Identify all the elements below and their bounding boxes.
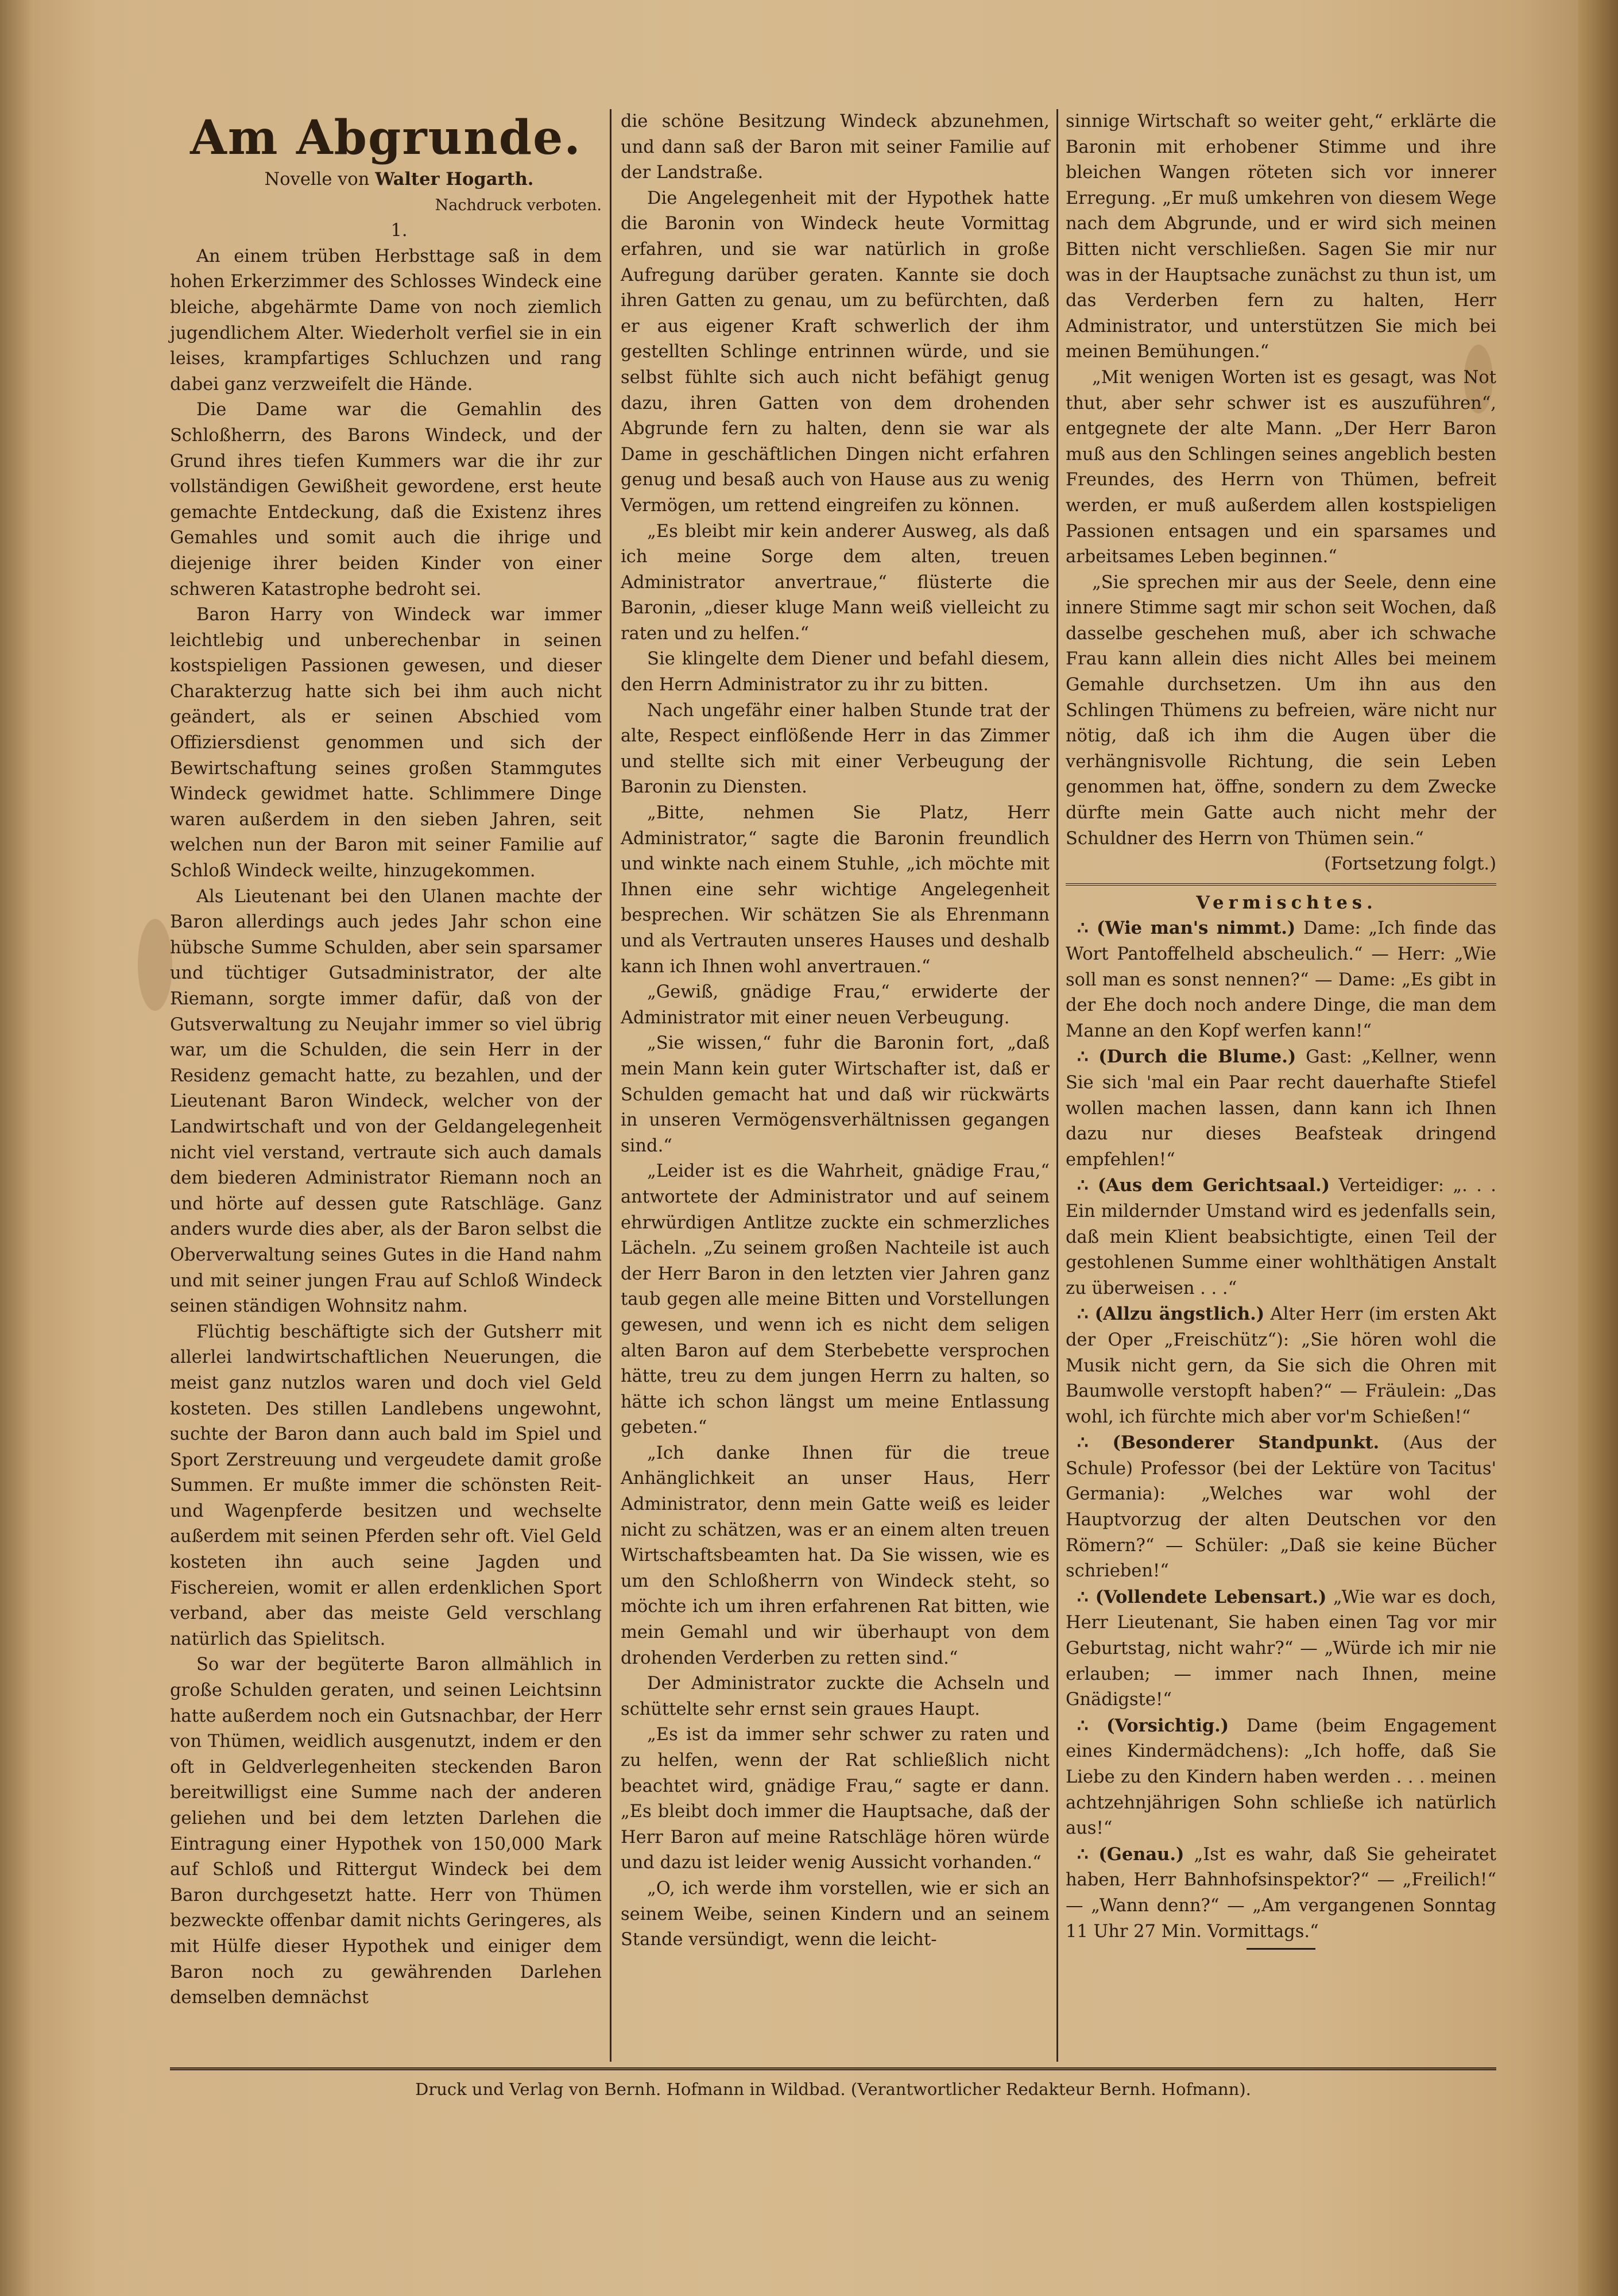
paragraph: So war der begüterte Baron allmählich in große Schulden geraten, und seinen Leichtsinn hatte außerdem noch ein Gutsnachbar, der Herr von Thümen, weidlich ausgenutzt, indem er den oft in Geldverlegenheiten steckenden Baron bereitwilligst eine Summe nach der anderen geliehen und bei dem letzten Darlehen die Eintragung einer Hypothek von 150,000 Mark auf Schloß und Rittergut Windeck bei dem Baron durchgesetzt hatte. Herr von Thümen bezweckte offenbar damit nichts Geringeres, als mit Hülfe dieser Hypothek und einiger dem Baron noch zu gewährenden Darlehen demselben demnächst <box>170 1655 602 2008</box>
footer-rule <box>170 2067 1496 2070</box>
column-rule <box>610 109 611 2062</box>
paragraph: Flüchtig beschäftigte sich der Gutsherr mit allerlei landwirtschaftlichen Neuerungen, die meist ganz nutzlos waren und doch viel Geld kosteten. Des stillen Landlebens ungewohnt, suchte der Baron dann auch bald im Spiel und Sport Zerstreuung und vergeudete damit große Summen. Er mußte immer die schönsten Reit- und Wagenpferde besitzen und wechselte außerdem mit seinen Pferden sehr oft. Viel Geld kosteten ihn auch seine Jagden und Fischereien, womit er allen erdenklichen Sport verband, aber das meiste Geld verschlang natürlich das Spielitsch. <box>170 1321 602 1649</box>
anecdote <box>1066 1584 1496 1713</box>
paragraph: Sie klingelte dem Diener und befahl diesem, den Herrn Administrator zu ihr zu bitten. <box>621 649 1050 695</box>
anecdote-text: Dame (beim Engagement eines Kindermädchens): „Ich hoffe, daß Sie Liebe zu den Kindern haben werden . . . meinen achtzehnjährigen Sohn schließe ich natürlich aus!“ <box>1066 1715 1496 1839</box>
anecdote-title: ∴ (Wie man's nimmt.) <box>1077 918 1296 939</box>
paragraph: „O, ich werde ihm vorstellen, wie er sich an seinem Weibe, seinen Kindern und an seinem Stande versündigt, wenn die leicht- <box>621 1878 1050 1950</box>
anecdote-text: Alter Herr (im ersten Akt der Oper „Freischütz“): „Sie hören wohl die Musik nicht gern, da Sie sich die Ohren mit Baumwolle verstopft haben?“ — Fräulein: „Das wohl, ich fürchte mich aber vor'm Schießen!“ <box>1066 1304 1496 1427</box>
miscellany-heading: Vermischtes. <box>1196 892 1377 913</box>
paragraph: „Gewiß, gnädige Frau,“ erwiderte der Administrator mit einer neuen Verbeugung. <box>621 982 1050 1028</box>
paragraph: „Es ist da immer sehr schwer zu raten und zu helfen, wenn der Rat schließlich nicht beachtet wird, gnädige Frau,“ sagte er dann. „Es bleibt doch immer die Hauptsache, daß der Herr Baron auf meine Ratschläge hören würde und dazu ist leider wenig Aussicht vorhanden.“ <box>621 1725 1050 1873</box>
anecdote-text: Dame: „Ich finde das Wort Pantoffelheld abscheulich.“ — Herr: „Wie soll man es sonst nennen?“ — Dame: „Es gibt in der Ehe doch noch andere Dinge, die man dem Manne an den Kopf werfen kann!“ <box>1066 918 1496 1041</box>
anecdote-title: ∴ (Aus dem Gerichtsaal.) <box>1077 1175 1330 1196</box>
paper-stain <box>138 919 172 1011</box>
anecdote <box>1066 1044 1496 1173</box>
column-1 <box>170 109 602 2011</box>
paragraph: Baron Harry von Windeck war immer leichtlebig und unberechenbar in seinen kostspieligen Passionen gewesen, und dieser Charakterzug hatte sich bei ihm auch nicht geändert, als er seinen Abschied vom Offiziersdienst genommen und sich der Bewirtschaftung seines großen Stammgutes Windeck gewidmet hatte. Schlimmere Dinge waren außerdem in den sieben Jahren, seit welchen nun der Baron mit seiner Familie auf Schloß Windeck weilte, hinzugekommen. <box>170 605 602 882</box>
paragraph: „Ich danke Ihnen für die treue Anhänglichkeit an unser Haus, Herr Administrator, denn mein Gatte weiß es leider nicht zu schätzen, was er an einem alten treuen Wirtschaftsbeamten hat. Da Sie wissen, wie es um den Schloßherrn von Windeck steht, so möchte ich um ihren erfahrenen Rat bitten, wie mein Gemahl und wir überhaupt von dem drohenden Verderben zu retten sind.“ <box>621 1443 1050 1668</box>
byline <box>170 167 602 193</box>
paragraph: „Sie wissen,“ fuhr die Baronin fort, „daß mein Mann kein guter Wirtschafter ist, daß er Schulden gemacht hat und daß wir rückwärts in unseren Vermögensverhältnissen gegangen sind.“ <box>621 1033 1050 1156</box>
binding-edge <box>0 0 34 2296</box>
column-2 <box>621 109 1050 1953</box>
anecdote-title: ∴ (Vorsichtig.) <box>1077 1715 1229 1736</box>
anecdote-title: ∴ (Allzu ängstlich.) <box>1077 1304 1265 1325</box>
anecdote-text: „Ist es wahr, daß Sie geheiratet haben, Herr Bahnhofsinspektor?“ — „Freilich!“ — „Wann denn?“ — „Am vergangenen Sonntag 11 Uhr 27 Min. Vormittags.“ <box>1066 1844 1496 1942</box>
paragraph: „Mit wenigen Worten ist es gesagt, was Not thut, aber sehr schwer ist es auszuführen“, entgegnete der alte Mann. „Der Herr Baron muß aus den Schlingen seines angeblich besten Freundes, des Herrn von Thümen, befreit werden, er muß außerdem allen kostspieligen Passionen entsagen und ein sparsames und arbeitsames Leben beginnen.“ <box>1066 367 1496 567</box>
paragraph: Die Angelegenheit mit der Hypothek hatte die Baronin von Windeck heute Vormittag erfahren, und sie war natürlich in große Aufregung darüber geraten. Kannte sie doch ihren Gatten zu genau, um zu befürchten, daß er aus eigener Kraft schwerlich der ihm gestellten Schlinge entrinnen würde, und sie selbst fühlte sich auch nicht befähigt genug dazu, ihren Gatten von dem drohenden Abgrunde fern zu halten, denn sie war als Dame in geschäftlichen Dingen nicht erfahren genug und besaß auch von Hause aus zu wenig Vermögen, um rettend eingreifen zu können. <box>621 188 1050 516</box>
anecdote <box>1066 1713 1496 1842</box>
reprint-note: Nachdruck verboten. <box>435 196 602 214</box>
page-edge <box>1578 0 1618 2296</box>
byline-prefix: Novelle von <box>264 169 370 190</box>
anecdote-title: ∴ (Durch die Blume.) <box>1077 1046 1296 1068</box>
paragraph: Der Administrator zuckte die Achseln und schüttelte sehr ernst sein graues Haupt. <box>621 1673 1050 1719</box>
continued-note: (Fortsetzung folgt.) <box>1324 854 1496 875</box>
anecdote-title: ∴ (Vollendete Lebensart.) <box>1077 1586 1327 1607</box>
column-rule <box>1056 109 1058 2062</box>
paragraph: „Bitte, nehmen Sie Platz, Herr Administrator,“ sagte die Baronin freundlich und winkte nach einem Stuhle, „ich möchte mit Ihnen eine sehr wichtige Angelegenheit besprechen. Wir schätzen Sie als Ehrenmann und als Vertrauten unseres Hauses und deshalb kann ich Ihnen wohl anvertrauen.“ <box>621 803 1050 977</box>
anecdote-text: „Wie war es doch, Herr Lieutenant, Sie haben einen Tag vor mir Geburtstag, nicht wahr?“ — „Würde ich mir nie erlauben; — immer nach Ihnen, meine Gnädigste!“ <box>1066 1587 1496 1710</box>
miscellany-section <box>1066 890 1496 1950</box>
paragraph: sinnige Wirtschaft so weiter geht,“ erklärte die Baronin mit erhobener Stimme und ihre bleichen Wangen röteten sich vor innerer Erregung. „Er muß umkehren von diesem Wege nach dem Abgrunde, und er wird sich meinen Bitten nicht verschließen. Sagen Sie mir nur was in der Hauptsache zunächst zu thun ist, um das Verderben fern zu halten, Herr Administrator, und unterstützen Sie mich bei meinen Bemühungen.“ <box>1066 111 1496 362</box>
anecdote <box>1066 1842 1496 1945</box>
story-title: Am Abgrunde. <box>190 110 582 165</box>
anecdote <box>1066 915 1496 1044</box>
paragraph: „Sie sprechen mir aus der Seele, denn eine innere Stimme sagt mir schon seit Wochen, daß dasselbe geschehen muß, aber ich schwache Frau kann allein dies nicht Alles bei meinem Gemahle durchsetzen. Um ihn aus den Schlingen Thümens zu befreien, wäre nicht nur nötig, daß ich ihm die Augen über die verhängnisvolle Richtung, die sein Leben genommen hat, öffne, sondern zu dem Zwecke dürfte mein Gatte auch nicht mehr der Schuldner des Herrn von Thümen sein.“ <box>1066 572 1496 849</box>
paragraph: „Leider ist es die Wahrheit, gnädige Frau,“ antwortete der Administrator und auf seinem ehrwürdigen Antlitze zuckte ein schmerzliches Lächeln. „Zu seinem großen Nachteile ist auch der Herr Baron in den letzten vier Jahren ganz taub gegen alle meine Bitten und Vorstellungen gewesen, und wenn ich es nicht dem seligen alten Baron auf dem Sterbebette versprochen hätte, treu zu dem jungen Herrn zu halten, so hätte ich schon längst um meine Entlassung gebeten.“ <box>621 1161 1050 1438</box>
paragraph: Die Dame war die Gemahlin des Schloßherrn, des Barons Windeck, und der Grund ihres tiefen Kummers war die ihr zur vollständigen Gewißheit gewordene, erst heute gemachte Entdeckung, daß die Existenz ihres Gemahles und somit auch die ihrige und diejenige ihrer beiden Kinder von einer schweren Katastrophe bedroht sei. <box>170 400 602 600</box>
anecdote-title: ∴ (Genau.) <box>1077 1843 1185 1865</box>
paragraph: „Es bleibt mir kein anderer Ausweg, als daß ich meine Sorge dem alten, treuen Administrator anvertraue,“ flüsterte die Baronin, „dieser kluge Mann weiß vielleicht zu raten und zu helfen.“ <box>621 521 1050 644</box>
end-mark <box>1247 1948 1315 1950</box>
anecdote-text: (Aus der Schule) Professor (bei der Lektüre von Tacitus' Germania): „Welches war wohl der Hauptvorzug der alten Deutschen vor den Römern?“ — Schüler: „Daß sie keine Bücher schrieben!“ <box>1066 1433 1496 1582</box>
anecdote-text: Gast: „Kellner, wenn Sie sich 'mal ein Paar recht dauerhafte Stiefel wollen machen lassen, dann kann ich Ihnen dazu nur dieses Beafsteak dringend empfehlen!“ <box>1066 1047 1496 1170</box>
anecdote <box>1066 1430 1496 1584</box>
anecdote-text: Verteidiger: „. . . Ein mildernder Umstand wird es jedenfalls sein, daß mein Klient beabsichtigte, einen Teil der gestohlenen Summe einer wohlthätigen Anstalt zu überweisen . . .“ <box>1066 1176 1497 1298</box>
paragraph: Als Lieutenant bei den Ulanen machte der Baron allerdings auch jedes Jahr schon eine hübsche Summe Schulden, aber sein sparsamer und tüchtiger Gutsadministrator, der alte Riemann, sorgte immer dafür, daß von der Gutsverwaltung zu Neujahr immer so viel übrig war, um die Schulden, die sein Herr in der Residenz gemacht hatte, zu bezahlen, und der Lieutenant Baron Windeck, welcher von der Landwirtschaft und von der Geldangelegenheit nicht viel verstand, vertraute sich auch damals dem biederen Administrator Riemann noch an und hörte auf dessen gute Ratschläge. Ganz anders wurde dies aber, als der Baron selbst die Oberverwaltung seines Gutes in die Hand nahm und mit seiner jungen Frau auf Schloß Windeck seinen ständigen Wohnsitz nahm. <box>170 886 602 1317</box>
chapter-number: 1. <box>390 221 408 241</box>
column-3 <box>1066 109 1496 1950</box>
paragraph: An einem trüben Herbsttage saß in dem hohen Erkerzimmer des Schlosses Windeck eine bleiche, abgehärmte Dame von noch ziemlich jugendlichem Alter. Wiederholt verfiel sie in ein leises, krampfartiges Schluchzen und rang dabei ganz verzweifelt die Hände. <box>170 246 602 395</box>
author-name: Walter Hogarth. <box>375 169 534 190</box>
anecdote <box>1066 1173 1496 1301</box>
imprint-footer: Druck und Verlag von Bernh. Hofmann in Wildbad. (Verantwortlicher Redakteur Bernh. Hofmann). <box>415 2079 1251 2099</box>
paragraph: Nach ungefähr einer halben Stunde trat der alte, Respect einflößende Herr in das Zimmer und stellte sich mit einer Verbeugung der Baronin zu Diensten. <box>621 700 1050 798</box>
anecdote-title: ∴ (Besonderer Standpunkt. <box>1077 1432 1380 1454</box>
paragraph: die schöne Besitzung Windeck abzunehmen, und dann saß der Baron mit seiner Familie auf der Landstraße. <box>621 111 1050 183</box>
anecdote <box>1066 1301 1496 1430</box>
section-divider <box>1066 883 1496 886</box>
